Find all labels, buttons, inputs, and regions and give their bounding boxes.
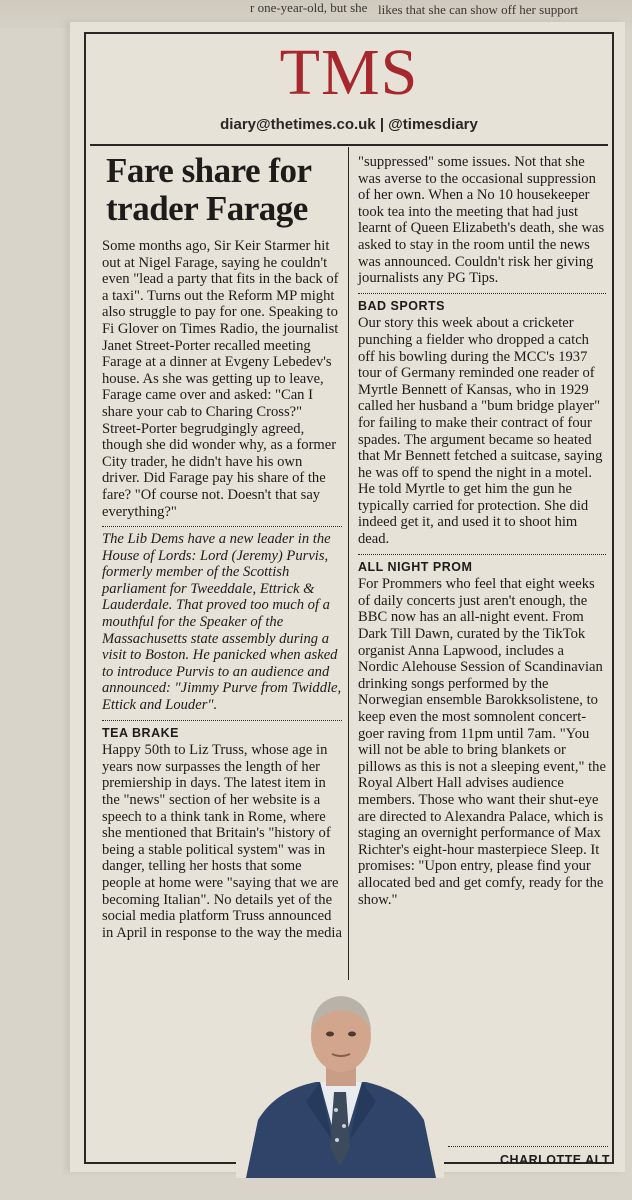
story-truss: Happy 50th to Liz Truss, whose age in years now surpasses the length of her premiership in days. The latest item in the "news" section of her website is a speech to a think tank in Rome, where she mentioned that Britain's "history of being a stable political system" was in danger, telling her hosts that some people at home were "saying that we are becoming Italian". No details yet of the social media platform Truss announced in April in response to the way the media (102, 742, 342, 941)
story-truss-continued: "suppressed" some issues. Not that she was averse to the occasional suppression of her own. When a No 10 housekeeper took tea into the meeting that had just learnt of Queen Elizabeth's death, she was asked to stay in the room until the news was announced. Couldn't risk her giving journalists any PG Tips. (358, 154, 605, 287)
divider (102, 720, 342, 721)
divider (358, 554, 606, 555)
diary-frame (84, 32, 614, 1167)
masthead-title: TMS (279, 36, 419, 109)
previous-page-text-left: r one-year-old, but she (250, 0, 368, 15)
headline: Fare share for trader Farage (106, 151, 311, 228)
section-head-tea-brake: TEA BRAKE (102, 725, 179, 740)
portrait-illustration (236, 980, 444, 1178)
diary-column-panel (70, 22, 625, 1172)
section-head-all-night-prom: ALL NIGHT PROM (358, 559, 473, 574)
masthead-rule (90, 144, 608, 146)
story-bennett: Our story this week about a cricketer punching a fielder who dropped a catch off his bowling during the MCC's 1937 tour of Germany reminded one reader of Myrtle Bennett of Kansas, who in 1929 called her husband a "bum bridge player" for failing to make their contract of four spades. The argument became so heated that Mr Bennett fetched a suitcase, saying he was off to spend the night in a motel. He told Myrtle to get him the gun he typically carried for protection. She did indeed get it, and used it to shoot him dead. (358, 315, 603, 548)
story-prom: For Prommers who feel that eight weeks of daily concerts just aren't enough, the BBC now has an all-night event. From Dark Till Dawn, curated by the TikTok organist Anna Lapwood, includes a Nordic Alehouse Session of Scandinavian drinking songs performed by the Norwegian ensemble Barokksolistene, to keep even the most somnolent concert-goer raving from 11pm until 7am. "You will not be able to bring blankets or pillows as this is not a sleeping event," the Royal Albert Hall advises audience members. Those who want their shut-eye are directed to Alexandra Palace, which is staging an overnight performance of Max Richter's eight-hour masterpiece Sleep. It promises: "Upon entry, please find your allocated bed and get comfy, ready for the show." (358, 576, 606, 908)
divider (358, 293, 606, 294)
previous-page-text-right: likes that she can show off her support (378, 2, 579, 17)
masthead-contact: diary@thetimes.co.uk | @timesdiary (220, 116, 478, 133)
right-column (358, 154, 606, 908)
section-head-bad-sports: BAD SPORTS (358, 298, 445, 313)
byline: CHARLOTTE ALT (500, 1153, 610, 1167)
story-purvis: The Lib Dems have a new leader in the House of Lords: Lord (Jeremy) Purvis, formerly member of the Scottish parliament for Tweeddale, Ettrick & Lauderdale. That proved too much of a mouthful for the Speaker of the Massachusetts state assembly during a visit to Boston. He panicked when asked to introduce Purvis to an audience and announced: "Jimmy Purve from Twiddle, Ettick and Louder". (102, 531, 342, 714)
byline-rule (448, 1146, 608, 1147)
farage-photo (236, 980, 444, 1178)
story-farage: Some months ago, Sir Keir Starmer hit out at Nigel Farage, saying he couldn't even "lead a party that fits in the back of a taxi". Turns out the Reform MP might also struggle to pay for one. Speaking to Fi Glover on Times Radio, the journalist Janet Street-Porter recalled meeting Farage at a dinner at Evgeny Lebedev's house. As she was getting up to leave, Farage came over and asked: "Can I share your cab to Charing Cross?" Street-Porter begrudgingly agreed, though she did wonder why, as a former City trader, he didn't have his own driver. Did Farage pay his share of the fare? "Of course not. Doesn't that say everything?" (102, 238, 339, 520)
divider (102, 526, 342, 527)
left-column (102, 152, 342, 941)
